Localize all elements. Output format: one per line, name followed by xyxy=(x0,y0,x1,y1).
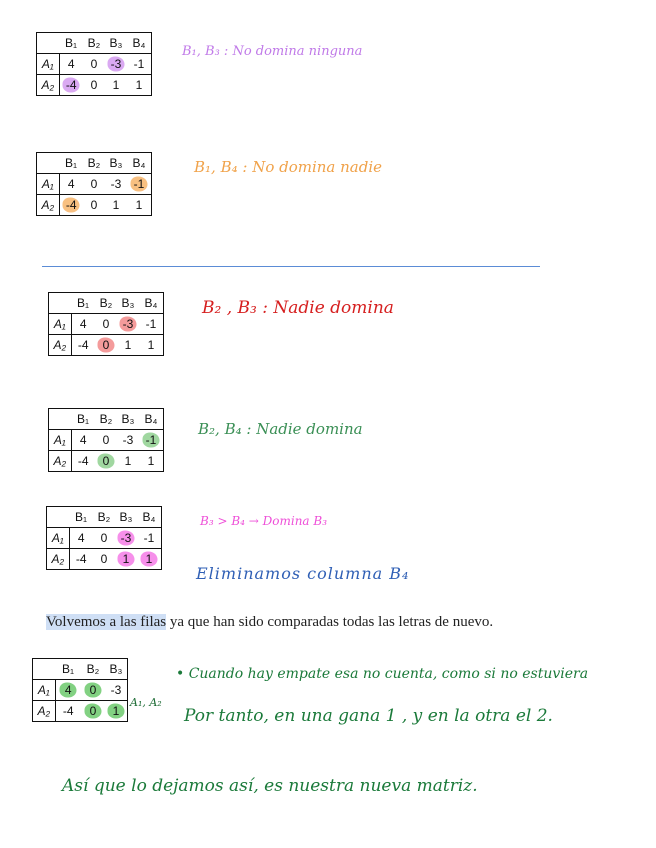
row-label: A₁ xyxy=(49,430,72,451)
col-header: B₁ xyxy=(69,507,93,528)
matrix-cell: 1 xyxy=(117,335,139,356)
matrix-table xyxy=(46,506,162,570)
row-label: A₁ xyxy=(37,54,60,75)
col-header: B₃ xyxy=(105,659,128,680)
col-header: B₃ xyxy=(117,293,139,314)
highlighted-text: Volvemos a las filas xyxy=(46,614,167,630)
matrix-row xyxy=(37,195,152,216)
matrix-cell: 0 xyxy=(83,54,105,75)
matrix-corner xyxy=(47,507,70,528)
matrix-cell: 1 xyxy=(105,701,128,722)
col-header: B₁ xyxy=(71,409,95,430)
section-divider xyxy=(42,266,540,267)
matrix-cell: -1 xyxy=(137,528,162,549)
matrix-cell: 4 xyxy=(69,528,93,549)
matrix-cell: 1 xyxy=(139,335,164,356)
matrix-cell: 1 xyxy=(105,195,127,216)
col-header: B₂ xyxy=(95,409,117,430)
col-header: B₃ xyxy=(115,507,137,528)
col-header: B₃ xyxy=(117,409,139,430)
matrix-row xyxy=(33,680,128,701)
matrix-4 xyxy=(48,408,164,472)
col-header: B₁ xyxy=(59,153,83,174)
matrix-cell: 0 xyxy=(81,701,105,722)
matrix-corner xyxy=(49,409,72,430)
row-label: A₁ xyxy=(37,174,60,195)
col-header: B₁ xyxy=(55,659,81,680)
matrix-cell: 0 xyxy=(95,335,117,356)
matrix-cell: -4 xyxy=(71,451,95,472)
matrix-cell: 4 xyxy=(59,174,83,195)
matrix-row xyxy=(49,335,164,356)
matrix-row xyxy=(37,174,152,195)
matrix-corner xyxy=(37,153,60,174)
matrix-3 xyxy=(48,292,164,356)
row-label: A₂ xyxy=(37,195,60,216)
matrix-cell: -3 xyxy=(115,528,137,549)
col-header: B₂ xyxy=(93,507,115,528)
row-label: A₂ xyxy=(49,335,72,356)
matrix-corner xyxy=(37,33,60,54)
matrix-cell: -3 xyxy=(105,680,128,701)
matrix-cell: -3 xyxy=(117,314,139,335)
note-4: B₂, B₄ : Nadie domina xyxy=(198,420,363,438)
matrix-cell: 4 xyxy=(71,430,95,451)
matrix-cell: -4 xyxy=(59,75,83,96)
matrix-cell: -1 xyxy=(139,430,164,451)
col-header: B₂ xyxy=(83,153,105,174)
matrix-cell: -3 xyxy=(105,54,127,75)
matrix-table xyxy=(48,292,164,356)
col-header: B₂ xyxy=(83,33,105,54)
matrix-cell: 0 xyxy=(83,195,105,216)
matrix-row xyxy=(47,549,162,570)
note-5: B₃ > B₄ → Domina B₃ xyxy=(200,514,328,528)
matrix-row xyxy=(33,701,128,722)
matrix-table xyxy=(36,152,152,216)
matrix-table xyxy=(48,408,164,472)
row-label: A₂ xyxy=(37,75,60,96)
matrix-cell: 0 xyxy=(93,528,115,549)
matrix-row xyxy=(49,430,164,451)
col-header: B₄ xyxy=(127,153,152,174)
col-header: B₁ xyxy=(71,293,95,314)
matrix-row xyxy=(37,54,152,75)
matrix-cell: 0 xyxy=(95,314,117,335)
matrix-cell: -4 xyxy=(69,549,93,570)
matrix-header-row xyxy=(37,33,152,54)
col-header: B₄ xyxy=(127,33,152,54)
matrix-table xyxy=(32,658,128,722)
matrix-header-row xyxy=(47,507,162,528)
note-3: B₂ , B₃ : Nadie domina xyxy=(202,298,394,318)
matrix-row xyxy=(37,75,152,96)
matrix-5 xyxy=(46,506,162,570)
note-2: B₁, B₄ : No domina nadie xyxy=(194,158,383,176)
matrix-cell: 1 xyxy=(127,75,152,96)
matrix-1 xyxy=(36,32,152,96)
row-pair-label: A₁, A₂ xyxy=(130,696,162,709)
matrix-cell: 4 xyxy=(59,54,83,75)
matrix-cell: 1 xyxy=(127,195,152,216)
matrix-cell: -1 xyxy=(127,174,152,195)
final-note-1: • Cuando hay empate esa no cuenta, como si no estuviera xyxy=(176,666,589,682)
matrix-2 xyxy=(36,152,152,216)
row-label: A₁ xyxy=(47,528,70,549)
matrix-cell: 0 xyxy=(93,549,115,570)
row-label: A₁ xyxy=(33,680,56,701)
matrix-corner xyxy=(49,293,72,314)
col-header: B₄ xyxy=(139,409,164,430)
note-1: B₁, B₃ : No domina ninguna xyxy=(182,44,363,59)
matrix-cell: -4 xyxy=(55,701,81,722)
matrix-row xyxy=(47,528,162,549)
matrix-cell: -1 xyxy=(127,54,152,75)
col-header: B₂ xyxy=(81,659,105,680)
final-note-2: Por tanto, en una gana 1 , y en la otra el 2. xyxy=(184,706,553,726)
row-label: A₂ xyxy=(33,701,56,722)
matrix-cell: 1 xyxy=(139,451,164,472)
matrix-cell: -3 xyxy=(105,174,127,195)
col-header: B₂ xyxy=(95,293,117,314)
matrix-cell: 4 xyxy=(71,314,95,335)
final-note-3: Así que lo dejamos así, es nuestra nueva matriz. xyxy=(62,776,478,796)
row-label: A₂ xyxy=(49,451,72,472)
matrix-cell: -1 xyxy=(139,314,164,335)
matrix-cell: 1 xyxy=(137,549,162,570)
matrix-cell: 1 xyxy=(117,451,139,472)
matrix-corner xyxy=(33,659,56,680)
matrix-cell: 0 xyxy=(95,430,117,451)
col-header: B₃ xyxy=(105,33,127,54)
matrix-cell: -4 xyxy=(59,195,83,216)
col-header: B₄ xyxy=(137,507,162,528)
row-label: A₁ xyxy=(49,314,72,335)
matrix-cell: 0 xyxy=(83,174,105,195)
matrix-table xyxy=(36,32,152,96)
matrix-header-row xyxy=(49,409,164,430)
col-header: B₄ xyxy=(139,293,164,314)
note-6: Eliminamos columna B₄ xyxy=(196,564,410,583)
matrix-cell: -4 xyxy=(71,335,95,356)
col-header: B₃ xyxy=(105,153,127,174)
matrix-cell: 1 xyxy=(115,549,137,570)
col-header: B₁ xyxy=(59,33,83,54)
paragraph-text xyxy=(46,614,493,631)
reduced-matrix xyxy=(32,658,128,722)
matrix-header-row xyxy=(33,659,128,680)
row-label: A₂ xyxy=(47,549,70,570)
matrix-header-row xyxy=(37,153,152,174)
matrix-cell: -3 xyxy=(117,430,139,451)
matrix-cell: 0 xyxy=(95,451,117,472)
matrix-cell: 0 xyxy=(83,75,105,96)
matrix-row xyxy=(49,314,164,335)
matrix-cell: 1 xyxy=(105,75,127,96)
matrix-cell: 4 xyxy=(55,680,81,701)
matrix-header-row xyxy=(49,293,164,314)
matrix-row xyxy=(49,451,164,472)
paragraph-rest: ya que han sido comparadas todas las letras de nuevo. xyxy=(166,614,494,630)
matrix-cell: 0 xyxy=(81,680,105,701)
